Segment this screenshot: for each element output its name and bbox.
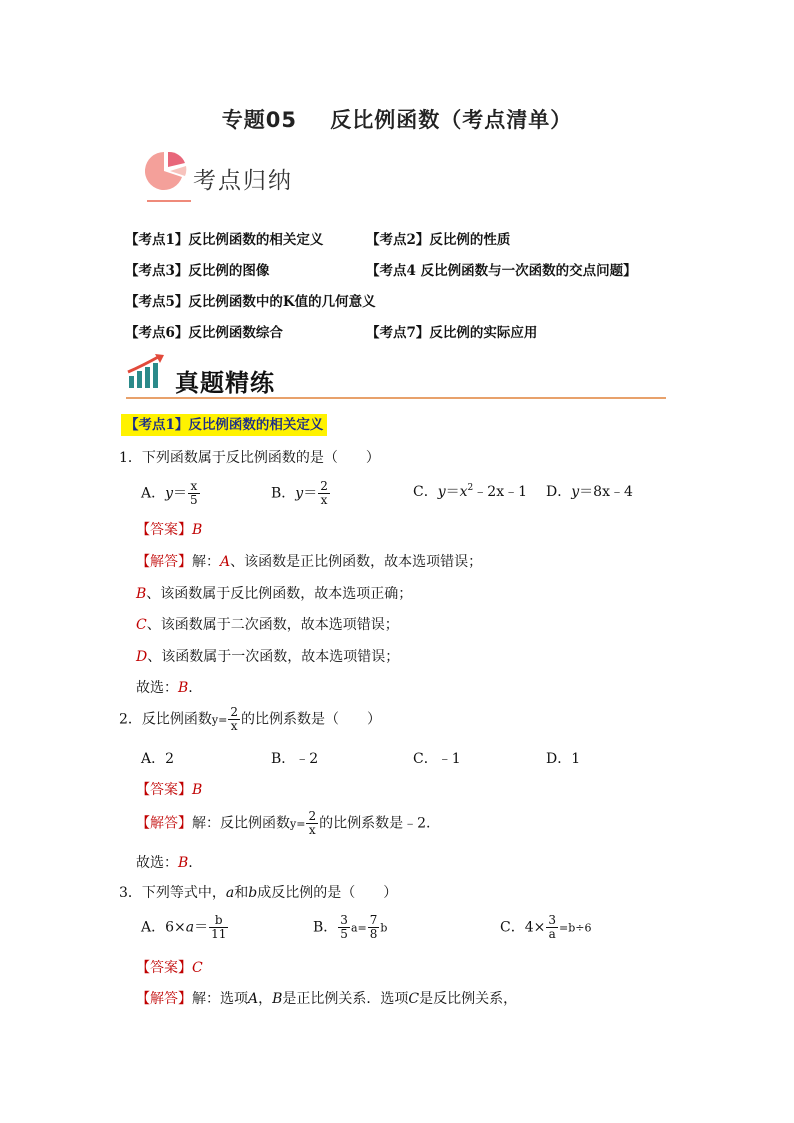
q1-option-a: A．y＝ $\frac{x}{5}$ bbox=[141, 479, 198, 507]
q3-analysis: 【解答】解：选项A，B是正比例关系．选项C是反比例关系， bbox=[136, 991, 518, 1007]
q2-option-a: A．2 bbox=[141, 751, 175, 767]
q1-option-d: D．y＝8x﹣4 bbox=[546, 484, 633, 500]
q1-option-c: C．$y=x^2﹣2x﹣1$ bbox=[413, 483, 527, 500]
section-underline bbox=[147, 200, 191, 202]
q3-option-b: B． $\frac{3}{5}$ a= $\frac{7}{8}$ b bbox=[313, 913, 388, 941]
bar-growth-icon bbox=[126, 352, 166, 390]
topic-6: 【考点6】反比例函数综合 bbox=[125, 325, 283, 341]
q3-option-c: C．4× $\frac{3}{a}$ =b÷6 bbox=[500, 913, 592, 941]
topic-5: 【考点5】反比例函数中的K值的几何意义 bbox=[125, 294, 376, 310]
current-topic-badge: 【考点1】反比例函数的相关定义 bbox=[121, 414, 327, 436]
section-underline-orange bbox=[126, 397, 666, 399]
q1-answer: 【答案】B bbox=[136, 522, 203, 538]
topic-3: 【考点3】反比例的图像 bbox=[125, 263, 270, 279]
section-heading-exercises: 真题精练 bbox=[175, 369, 275, 397]
q2-option-b: B．﹣2 bbox=[271, 751, 319, 767]
topic-1: 【考点1】反比例函数的相关定义 bbox=[125, 232, 324, 248]
question-2-stem: 2．反比例函数y= $\frac{2}{x}$ 的比例系数是（ ） bbox=[119, 705, 381, 733]
pie-chart-icon bbox=[145, 150, 187, 192]
q2-answer: 【答案】B bbox=[136, 782, 203, 798]
fraction: $\frac{3}{5}$ bbox=[340, 913, 348, 941]
q3-option-a: A．6×a＝ $\frac{b}{11}$ bbox=[141, 913, 227, 941]
q1-analysis-line-3: C、该函数属于二次函数，故本选项错误； bbox=[136, 617, 399, 633]
q2-option-d: D．1 bbox=[546, 751, 581, 767]
q1-option-b: B．y＝ $\frac{2}{x}$ bbox=[271, 479, 328, 507]
topic-7: 【考点7】反比例的实际应用 bbox=[366, 325, 538, 341]
topic-4: 【考点4 反比例函数与一次函数的交点问题】 bbox=[366, 263, 637, 279]
q3-answer: 【答案】C bbox=[136, 960, 203, 976]
fraction: $\frac{2}{x}$ bbox=[230, 705, 238, 733]
section-heading-summary: 考点归纳 bbox=[193, 168, 293, 194]
fraction: $\frac{2}{x}$ bbox=[320, 479, 328, 507]
q2-conclusion: 故选：B. bbox=[136, 855, 193, 871]
question-3-stem: 3．下列等式中，a和b成反比例的是（ ） bbox=[119, 885, 398, 901]
question-1-stem: 1．下列函数属于反比例函数的是（ ） bbox=[119, 450, 380, 466]
page-title: 专题05 反比例函数（考点清单） bbox=[221, 108, 573, 132]
q1-conclusion: 故选：B. bbox=[136, 680, 193, 696]
q1-analysis-line-1: 【解答】解：A、该函数是正比例函数，故本选项错误； bbox=[136, 554, 483, 570]
topic-2: 【考点2】反比例的性质 bbox=[366, 232, 511, 248]
fraction: $\frac{x}{5}$ bbox=[190, 479, 198, 507]
fraction: $\frac{7}{8}$ bbox=[369, 913, 378, 941]
q1-analysis-line-4: D、该函数属于一次函数，故本选项错误； bbox=[136, 649, 400, 665]
q2-analysis: 【解答】解：反比例函数y= $\frac{2}{x}$ 的比例系数是﹣2. bbox=[136, 809, 431, 837]
fraction: $\frac{3}{a}$ bbox=[548, 913, 556, 941]
q2-option-c: C．﹣1 bbox=[413, 751, 461, 767]
fraction: $\frac{b}{11}$ bbox=[211, 913, 227, 941]
fraction: $\frac{2}{x}$ bbox=[308, 809, 317, 837]
q1-analysis-line-2: B、该函数属于反比例函数，故本选项正确； bbox=[136, 586, 413, 602]
